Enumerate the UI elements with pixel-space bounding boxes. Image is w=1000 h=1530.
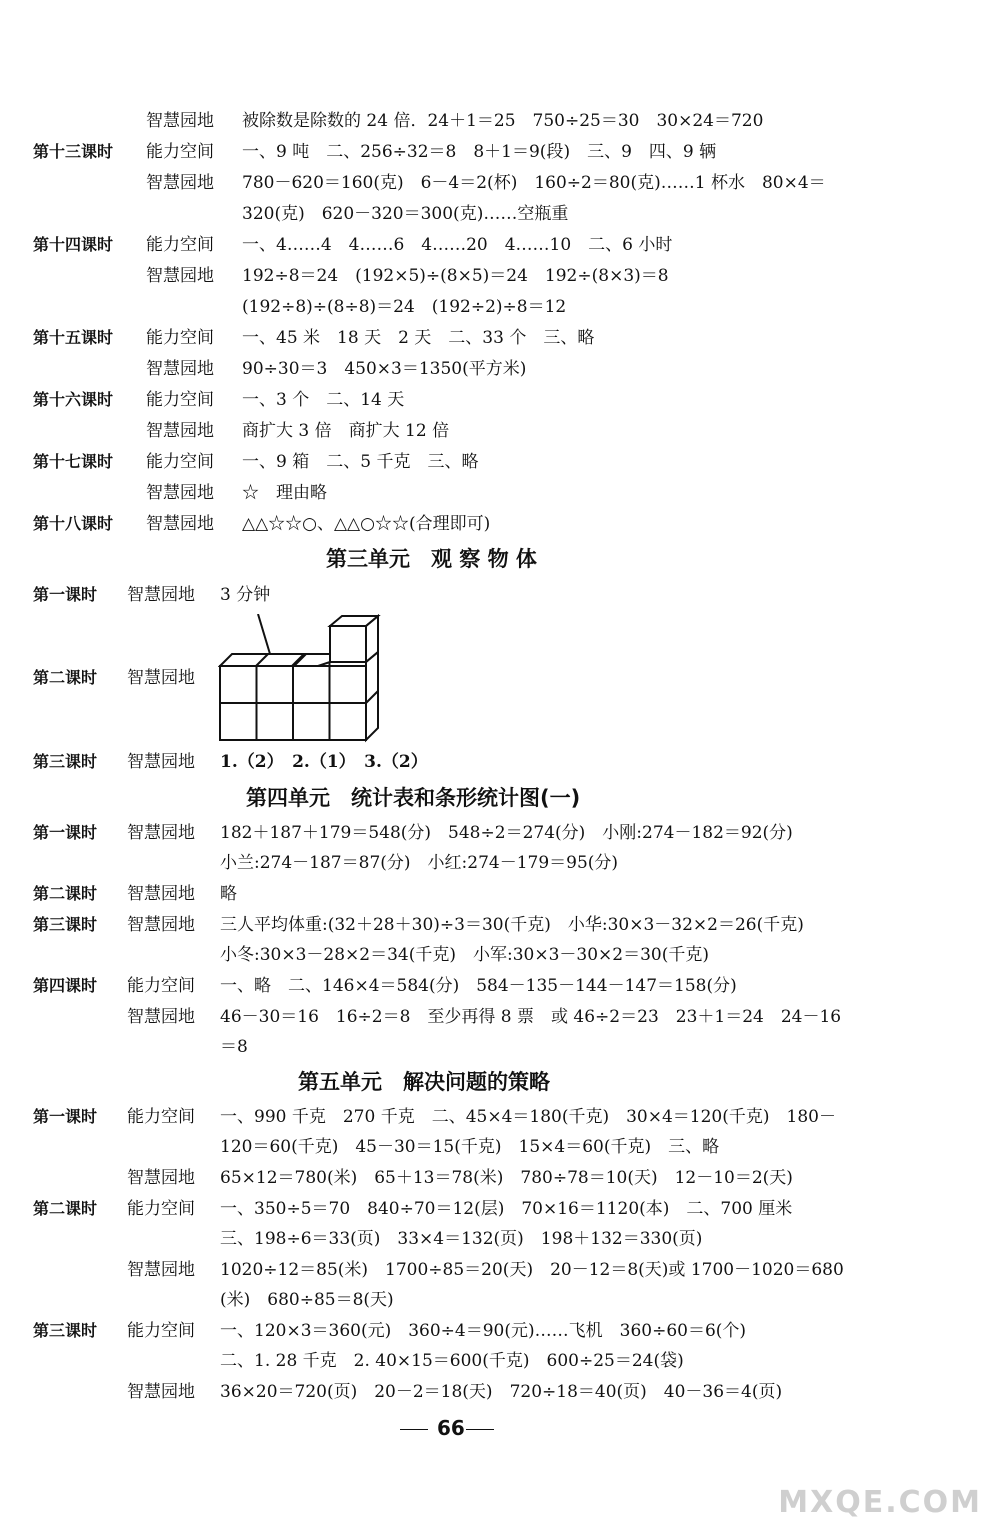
answer-text: 被除数是除数的 24 倍．24＋1＝25 750÷25＝30 30×24＝720 xyxy=(242,111,764,131)
section-label: 智慧园地 xyxy=(146,359,214,379)
section-label: 能力空间 xyxy=(127,976,195,996)
lesson-label: 第一课时 xyxy=(33,1107,98,1126)
answer-text: 192÷8＝24 (192×5)÷(8×5)＝24 192÷(8×3)＝8 xyxy=(242,266,669,286)
answer-text: 3 分钟 xyxy=(220,585,271,605)
section-label: 智慧园地 xyxy=(146,173,214,193)
cube-stack-figure xyxy=(218,614,384,744)
answer-text: 一、9 吨 二、256÷32＝8 8＋1＝9(段) 三、9 四、9 辆 xyxy=(242,142,717,162)
answer-text: ＝8 xyxy=(220,1037,248,1057)
section-label: 智慧园地 xyxy=(127,823,195,843)
answer-text: (192÷8)÷(8÷8)＝24 (192÷2)÷8＝12 xyxy=(242,297,567,317)
answer-text: 一、120×3＝360(元) 360÷4＝90(元)……飞机 360÷60＝6(个) xyxy=(220,1321,747,1341)
lesson-label: 第三课时 xyxy=(33,1321,98,1340)
lesson-label: 第十四课时 xyxy=(33,235,114,254)
answer-text: 一、990 千克 270 千克 二、45×4＝180(千克) 30×4＝120(千克) 180－ xyxy=(220,1107,836,1127)
lesson-label: 第一课时 xyxy=(33,823,98,842)
section-label: 能力空间 xyxy=(146,452,214,472)
unit-heading: 第五单元 解决问题的策略 xyxy=(298,1070,550,1094)
section-label: 能力空间 xyxy=(127,1321,195,1341)
answer-text: 90÷30＝3 450×3＝1350(平方米) xyxy=(242,359,527,379)
lesson-label: 第十七课时 xyxy=(33,452,114,471)
watermark: MXQE.COM xyxy=(778,1485,982,1520)
answer-text: 二、1. 28 千克 2. 40×15＝600(千克) 600÷25＝24(袋) xyxy=(220,1351,684,1371)
answer-text: 780－620＝160(克) 6－4＝2(杯) 160÷2＝80(克)……1 杯水 80×4＝ xyxy=(242,173,826,193)
unit-heading: 第四单元 统计表和条形统计图(一) xyxy=(246,786,581,810)
page-number-dash-left xyxy=(400,1429,428,1430)
lesson-label: 第十五课时 xyxy=(33,328,114,347)
answer-text: 略 xyxy=(220,884,237,904)
answer-text: 120＝60(千克) 45－30＝15(千克) 15×4＝60(千克) 三、略 xyxy=(220,1137,720,1157)
section-label: 能力空间 xyxy=(146,328,214,348)
section-label: 能力空间 xyxy=(127,1107,195,1127)
lesson-label: 第二课时 xyxy=(33,884,98,903)
answer-text: 小兰:274－187＝87(分) 小红:274－179＝95(分) xyxy=(220,853,619,873)
section-label: 智慧园地 xyxy=(127,915,195,935)
section-label: 智慧园地 xyxy=(127,752,195,772)
answer-text: 65×12＝780(米) 65＋13＝78(米) 780÷78＝10(天) 12－10＝2(天) xyxy=(220,1168,793,1188)
section-label: 能力空间 xyxy=(146,235,214,255)
section-label: 智慧园地 xyxy=(127,1382,195,1402)
answer-text: 36×20＝720(页) 20－2＝18(天) 720÷18＝40(页) 40－36＝4(页) xyxy=(220,1382,783,1402)
lesson-label: 第十八课时 xyxy=(33,514,114,533)
answer-text: 三、198÷6＝33(页) 33×4＝132(页) 198＋132＝330(页) xyxy=(220,1229,703,1249)
answer-text: 1020÷12＝85(米) 1700÷85＝20(天) 20－12＝8(天)或 1700－1020＝680 xyxy=(220,1260,844,1280)
answer-text: △△☆☆○、△△○☆☆(合理即可) xyxy=(242,514,491,534)
lesson-label: 第三课时 xyxy=(33,915,98,934)
lesson-label: 第二课时 xyxy=(33,1199,98,1218)
answer-text: ☆ 理由略 xyxy=(242,483,327,503)
page-number-dash-right xyxy=(466,1429,494,1430)
section-label: 智慧园地 xyxy=(127,1260,195,1280)
lesson-label: 第十三课时 xyxy=(33,142,114,161)
answer-text: 320(克) 620－320＝300(克)……空瓶重 xyxy=(242,204,569,224)
answer-text: 一、4……4 4……6 4……20 4……10 二、6 小时 xyxy=(242,235,673,255)
answer-text: 一、350÷5＝70 840÷70＝12(层) 70×16＝1120(本) 二、700 厘米 xyxy=(220,1199,793,1219)
answer-text: 一、略 二、146×4＝584(分) 584－135－144－147＝158(分) xyxy=(220,976,737,996)
answer-text: 三人平均体重:(32＋28＋30)÷3＝30(千克) 小华:30×3－32×2＝26(千克) xyxy=(220,915,804,935)
section-label: 智慧园地 xyxy=(127,1007,195,1027)
lesson-label: 第一课时 xyxy=(33,585,98,604)
section-label: 能力空间 xyxy=(127,1199,195,1219)
section-label: 能力空间 xyxy=(146,142,214,162)
answer-text: 小冬:30×3－28×2＝34(千克) 小军:30×3－30×2＝30(千克) xyxy=(220,945,710,965)
answer-text: 182＋187＋179＝548(分) 548÷2＝274(分) 小刚:274－182＝92(分) xyxy=(220,823,793,843)
lesson-label: 第三课时 xyxy=(33,752,98,771)
section-label: 能力空间 xyxy=(146,390,214,410)
section-label: 智慧园地 xyxy=(127,1168,195,1188)
answer-text: 一、3 个 二、14 天 xyxy=(242,390,405,410)
section-label: 智慧园地 xyxy=(127,585,195,605)
answer-text: 46－30＝16 16÷2＝8 至少再得 8 票 或 46÷2＝23 23＋1＝24 24－16 xyxy=(220,1007,842,1027)
lesson-label: 第四课时 xyxy=(33,976,98,995)
section-label: 智慧园地 xyxy=(146,421,214,441)
lesson-label: 第十六课时 xyxy=(33,390,114,409)
section-label: 智慧园地 xyxy=(146,111,214,131)
answer-text: (米) 680÷85＝8(天) xyxy=(220,1290,394,1310)
section-label: 智慧园地 xyxy=(146,483,214,503)
answer-text: 一、9 箱 二、5 千克 三、略 xyxy=(242,452,479,472)
section-label: 智慧园地 xyxy=(146,514,214,534)
unit-heading: 第三单元 观 察 物 体 xyxy=(326,547,537,571)
section-label: 智慧园地 xyxy=(127,884,195,904)
answer-text: 商扩大 3 倍 商扩大 12 倍 xyxy=(242,421,450,441)
section-label: 智慧园地 xyxy=(146,266,214,286)
page-number: 66 xyxy=(437,1416,465,1440)
lesson-label: 第二课时 xyxy=(33,668,98,687)
answer-text: 1.（2） 2.（1） 3.（2） xyxy=(220,752,428,772)
answer-text: 一、45 米 18 天 2 天 二、33 个 三、略 xyxy=(242,328,595,348)
section-label: 智慧园地 xyxy=(127,668,195,688)
